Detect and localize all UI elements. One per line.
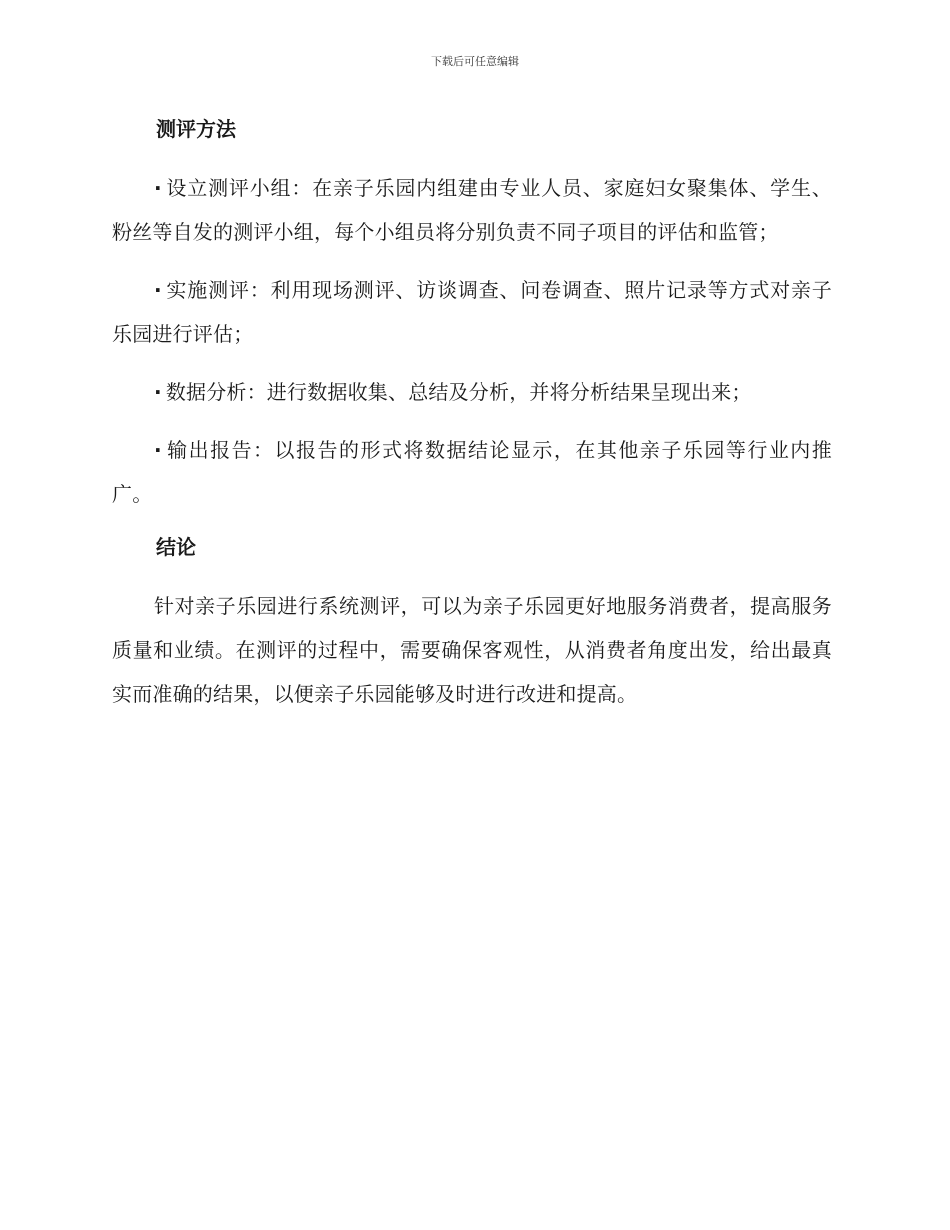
bullet-dot: · — [154, 278, 162, 302]
bullet-dot: · — [154, 176, 162, 200]
conclusion-heading: 结论 — [156, 535, 196, 559]
method-item-text: 设立测评小组：在亲子乐园内组建由专业人员、家庭妇女聚集体、学生、粉丝等自发的测评小组，每个小组员将分别负责不同子项目的评估和监管； — [112, 176, 832, 244]
method-item-text: 实施测评：利用现场测评、访谈调查、问卷调查、照片记录等方式对亲子乐园进行评估； — [112, 278, 832, 346]
method-item-2 — [112, 268, 832, 356]
method-item-text: 输出报告：以报告的形式将数据结论显示，在其他亲子乐园等行业内推广。 — [112, 438, 832, 506]
bullet-dot: · — [154, 380, 162, 404]
methods-heading: 测评方法 — [156, 117, 236, 141]
document-body — [112, 112, 832, 730]
method-item-1 — [112, 166, 832, 254]
method-item-text: 数据分析：进行数据收集、总结及分析，并将分析结果呈现出来； — [165, 380, 752, 404]
conclusion-paragraph: 针对亲子乐园进行系统测评，可以为亲子乐园更好地服务消费者，提高服务质量和业绩。在测评的过程中，需要确保客观性，从消费者角度出发，给出最真实而准确的结果，以便亲子乐园能够及时进行改进和提高。 — [112, 594, 832, 706]
bullet-dot: · — [154, 438, 162, 462]
method-item-4 — [112, 428, 832, 516]
method-item-3 — [112, 370, 832, 414]
page-header-note: 下载后可任意编辑 — [431, 55, 519, 68]
